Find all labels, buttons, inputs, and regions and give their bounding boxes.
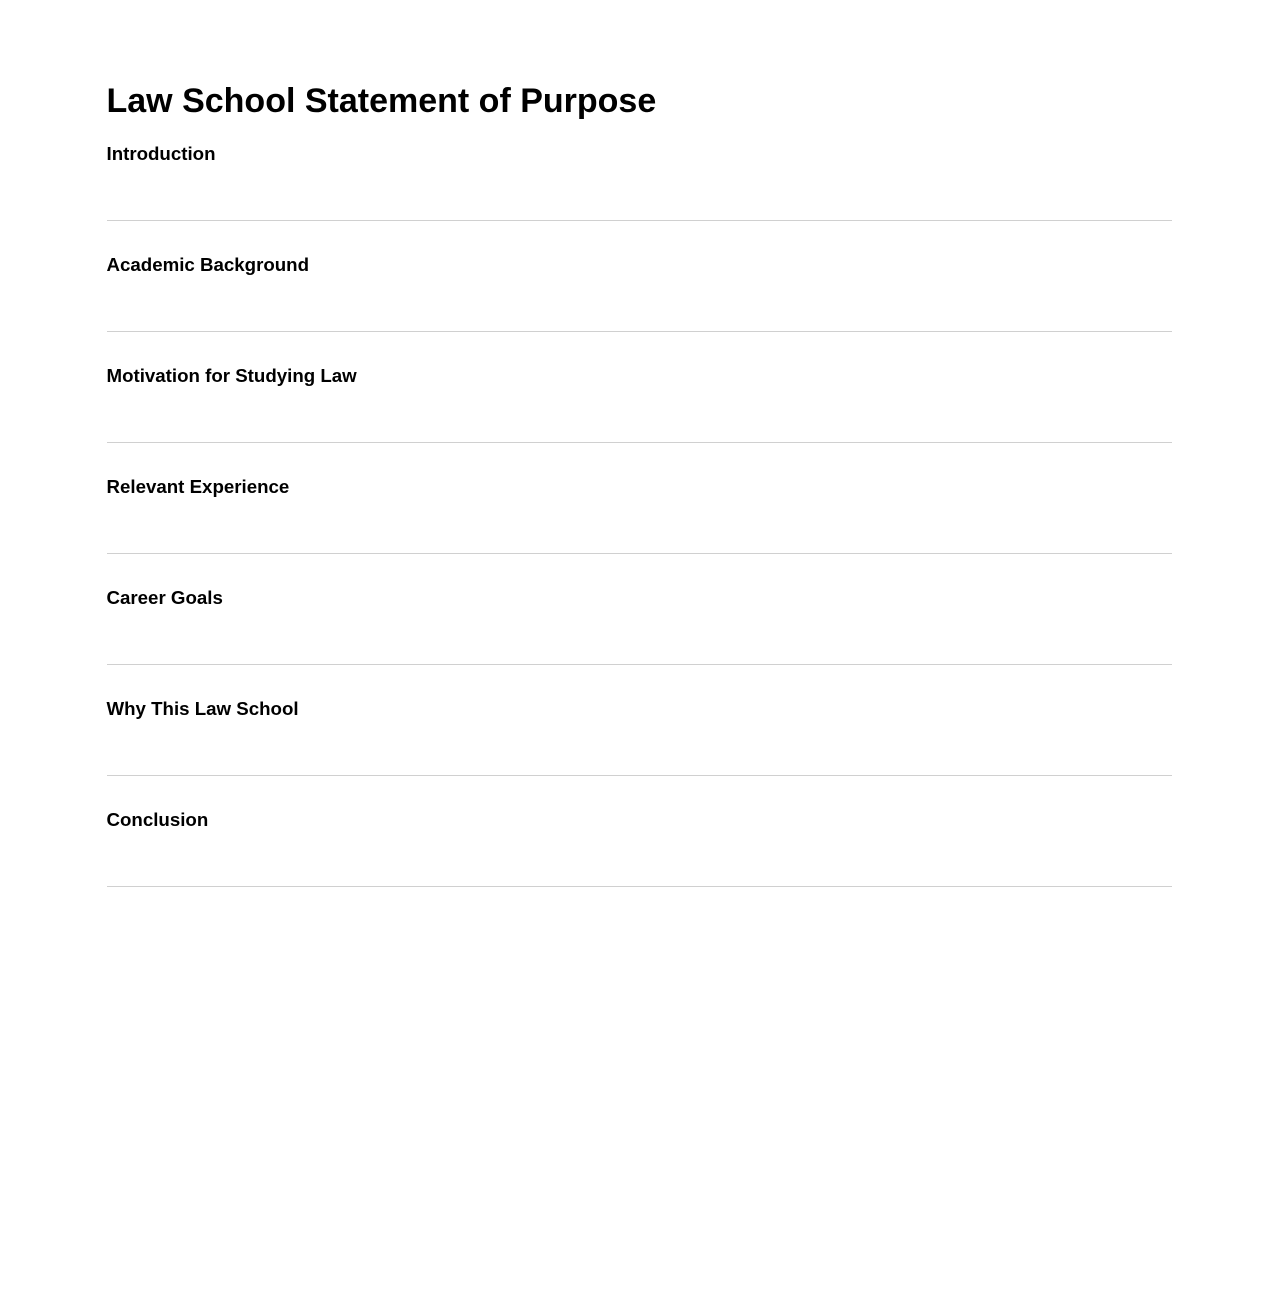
section-academic-background <box>107 254 1172 332</box>
section-conclusion <box>107 809 1172 887</box>
section-divider <box>107 553 1172 554</box>
section-career-goals <box>107 587 1172 665</box>
section-heading-conclusion: Conclusion <box>106 809 209 830</box>
section-heading-introduction: Introduction <box>106 143 216 164</box>
section-why-this-law-school <box>107 698 1172 776</box>
section-divider <box>107 220 1172 221</box>
section-introduction <box>107 143 1172 221</box>
section-heading-career-goals: Career Goals <box>106 587 223 608</box>
section-divider <box>107 664 1172 665</box>
section-relevant-experience <box>107 476 1172 554</box>
section-heading-motivation-for-studying-law: Motivation for Studying Law <box>106 365 357 386</box>
section-motivation-for-studying-law <box>107 365 1172 443</box>
section-heading-relevant-experience: Relevant Experience <box>106 476 290 497</box>
section-heading-why-this-law-school: Why This Law School <box>106 698 299 719</box>
section-divider <box>107 442 1172 443</box>
document-page <box>107 0 1172 887</box>
section-divider <box>107 775 1172 776</box>
page-title: Law School Statement of Purpose <box>106 82 657 120</box>
section-heading-academic-background: Academic Background <box>106 254 310 275</box>
section-divider <box>107 886 1172 887</box>
section-divider <box>107 331 1172 332</box>
